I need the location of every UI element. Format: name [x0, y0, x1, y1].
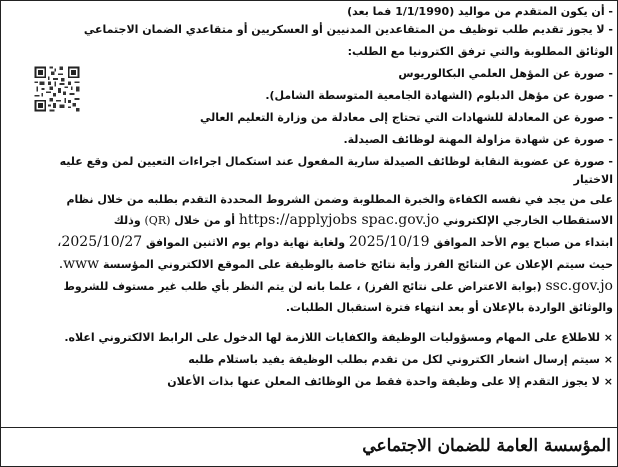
- org-name: المؤسسة العامة للضمان الاجتماعي: [362, 436, 611, 456]
- note-item: × لا يجوز التقدم إلا على وظيفة واحدة فقط من الوظائف المعلن عنها بذات الأعلان: [167, 375, 613, 388]
- application-line-1: على من يجد في نفسه الكفاءة والخبرة المطلوبة وضمن الشروط المحددة التقدم بطلبه من خلال نظام: [66, 193, 613, 206]
- website-www: www.: [58, 256, 100, 272]
- document-item: - صورة عن المؤهل العلمي البكالوريوس: [398, 67, 613, 80]
- application-line-4: حيث سيتم الإعلان عن النتائج الفرز وأية نتائج خاصة بالوظيفة على الموقع الالكتروني المؤسسة www.: [58, 256, 613, 272]
- document-item: - صورة عن المعادلة للشهادات التي تحتاج إلى معادلة من وزارة التعليم العالي: [200, 111, 613, 124]
- application-line-5: ssc.gov.jo (بوابة الاعتراض على نتائج الفرز) ، علما بانه لن يتم النظر بأي طلب غير مستوف للشروط: [63, 278, 613, 294]
- divider: [1, 427, 617, 428]
- requirement-no-retirees: - لا يجوز تقديم طلب توظيف من المتقاعدين المدنيين أو العسكريين أو متقاعدي الضمان الاجتماعي: [83, 23, 613, 36]
- documents-heading: الوثائق المطلوبة والتي ترفق الكترونيا مع الطلب:: [347, 45, 613, 58]
- document-item: - صورة عن مؤهل الدبلوم (الشهادة الجامعية المتوسطة الشامل).: [265, 89, 613, 102]
- document-syndicate-cont: الاختيار: [573, 173, 613, 186]
- website-domain: ssc.gov.jo: [545, 278, 613, 294]
- qr-code[interactable]: [33, 65, 81, 113]
- application-line-2: الاستقطاب الخارجي الإلكتروني https://applyjobs spac.gov.jo أو من خلال (QR) وذلك: [113, 212, 613, 228]
- requirement-age: - أن يكون المتقدم من مواليد (1/1/1990 فما بعد): [347, 5, 613, 18]
- application-url: https://applyjobs spac.gov.jo: [238, 212, 440, 228]
- qr-label: (QR): [144, 214, 171, 227]
- application-line-6: والوثائق الواردة بالإعلان أو بعد انتهاء فترة استقبال الطلبات.: [285, 301, 613, 314]
- note-item: × سيتم إرسال اشعار الكتروني لكل من تقدم بطلب الوظيفة يفيد باستلام طلبه: [188, 353, 613, 366]
- start-date: 2025/10/19: [348, 234, 430, 250]
- document-item: - صورة عن شهادة مزاولة المهنة لوظائف الصيدلة.: [343, 133, 613, 146]
- note-item: × للاطلاع على المهام ومسؤوليات الوظيفة والكفايات اللازمة لها الدخول على الرابط الالكتروني اعلاه.: [64, 331, 613, 344]
- application-line-3: ابتداء من صباح يوم الأحد الموافق 2025/10/19 ولغاية نهاية دوام يوم الاثنين الموافق 2025/10/27،: [56, 234, 613, 250]
- document-syndicate: - صورة عن عضوية النقابة لوظائف الصيدلة سارية المفعول عند استكمال اجراءات التعيين لمن وقع عليه: [59, 155, 613, 168]
- end-date: 2025/10/27،: [56, 234, 143, 250]
